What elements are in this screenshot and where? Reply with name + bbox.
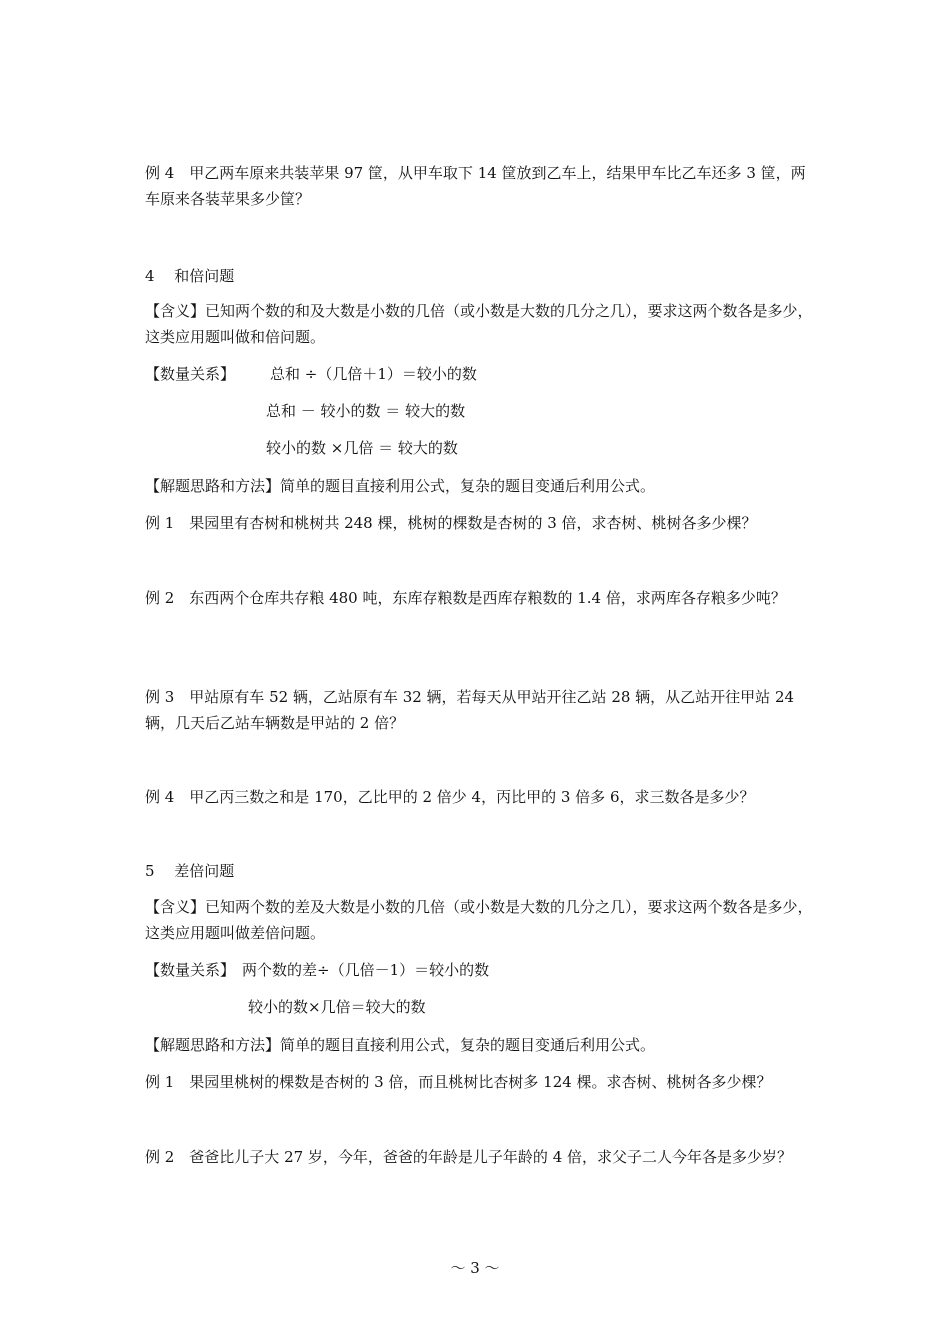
section-4-heading: 4 和倍问题 xyxy=(145,267,235,285)
section-4-formula-1: 总和 ÷（几倍＋1）＝较小的数 xyxy=(270,365,477,383)
page-number: ～ 3 ～ xyxy=(450,1259,500,1277)
section-5-heading: 5 差倍问题 xyxy=(145,862,235,880)
prev-example-4: 例 4 甲乙两车原来共装苹果 97 筐，从甲车取下 14 筐放到乙车上，结果甲车比乙车还多 3 筐，两车原来各装苹果多少筐？ xyxy=(145,164,806,208)
section-4-example-3: 例 3 甲站原有车 52 辆，乙站原有车 32 辆，若每天从甲站开往乙站 28 辆，从乙站开往甲站 24 辆，几天后乙站车辆数是甲站的 2 倍？ xyxy=(145,688,795,732)
section-5-method: 【解题思路和方法】简单的题目直接利用公式，复杂的题目变通后利用公式。 xyxy=(145,1036,656,1054)
section-5-example-2: 例 2 爸爸比儿子大 27 岁，今年，爸爸的年龄是儿子年龄的 4 倍，求父子二人今年各是多少岁？ xyxy=(145,1148,793,1166)
section-4-method: 【解题思路和方法】简单的题目直接利用公式，复杂的题目变通后利用公式。 xyxy=(145,477,656,495)
section-4-meaning: 【含义】已知两个数的和及大数是小数的几倍（或小数是大数的几分之几），要求这两个数各是多少，这类应用题叫做和倍问题。 xyxy=(145,302,813,346)
section-5-formula-1: 两个数的差÷（几倍－1）＝较小的数 xyxy=(242,961,490,979)
section-4-formula-2: 总和 － 较小的数 ＝ 较大的数 xyxy=(266,402,466,420)
section-5-formula-2: 较小的数×几倍＝较大的数 xyxy=(248,998,426,1016)
section-5-relation-label: 【数量关系】 xyxy=(145,961,236,979)
section-4-example-1: 例 1 果园里有杏树和桃树共 248 棵，桃树的棵数是杏树的 3 倍，求杏树、桃树各多少棵？ xyxy=(145,514,757,532)
section-4-example-4: 例 4 甲乙丙三数之和是 170，乙比甲的 2 倍少 4，丙比甲的 3 倍多 6，求三数各是多少？ xyxy=(145,788,755,806)
section-4-example-2: 例 2 东西两个仓库共存粮 480 吨，东库存粮数是西库存粮数的 1.4 倍，求两库各存粮多少吨？ xyxy=(145,589,786,607)
section-4-relation-label: 【数量关系】 xyxy=(145,365,236,383)
section-4-formula-3: 较小的数 ×几倍 ＝ 较大的数 xyxy=(266,439,458,457)
section-5-example-1: 例 1 果园里桃树的棵数是杏树的 3 倍，而且桃树比杏树多 124 棵。求杏树、桃树各多少棵？ xyxy=(145,1073,772,1091)
section-5-meaning: 【含义】已知两个数的差及大数是小数的几倍（或小数是大数的几分之几），要求这两个数各是多少，这类应用题叫做差倍问题。 xyxy=(145,898,813,942)
